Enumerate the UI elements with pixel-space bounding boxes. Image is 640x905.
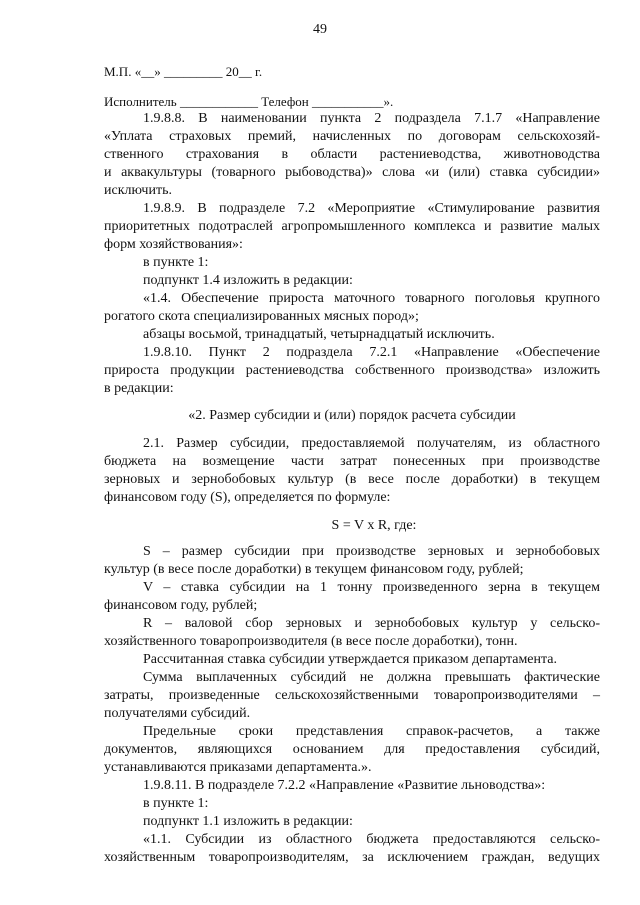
- paragraph-line: хозяйственного товаропроизводителя (в весе после доработки), тонн.: [104, 634, 518, 649]
- executor-phone-line: Исполнитель ____________ Телефон ___________».: [104, 94, 394, 109]
- paragraph-line: Предельные сроки представления справок-расчетов, а также: [143, 724, 600, 739]
- paragraph-line: рогатого скота специализированных мясных пород»;: [104, 309, 419, 324]
- paragraph-line: 2.1. Размер субсидии, предоставляемой получателям, из областного: [143, 436, 600, 451]
- paragraph-line: приоритетных подотраслей агропромышленного комплекса и развитие малых: [104, 219, 600, 234]
- paragraph-line: бюджета на возмещение части затрат понесенных при производстве: [104, 454, 600, 469]
- paragraph-line: 1.9.8.8. В наименовании пункта 2 подраздела 7.1.7 «Направление: [143, 111, 600, 126]
- paragraph-line: V – ставка субсидии на 1 тонну произведенного зерна в текущем: [143, 580, 600, 595]
- paragraph-line: хозяйственным товаропроизводителям, за исключением граждан, ведущих: [104, 850, 600, 865]
- paragraph-line: ственного страхования в области растениеводства, животноводства: [104, 147, 600, 162]
- paragraph-line: исключить.: [104, 183, 172, 198]
- paragraph-line: финансовом году (S), определяется по формуле:: [104, 490, 391, 505]
- paragraph-line: «Уплата страховых премий, начисленных по договорам сельскохозяй-: [104, 129, 600, 144]
- paragraph-line: в пункте 1:: [143, 796, 209, 811]
- paragraph-line: культур (в весе после доработки) в текущем финансовом году, рублей;: [104, 562, 524, 577]
- paragraph-line: подпункт 1.1 изложить в редакции:: [143, 814, 353, 829]
- paragraph-line: документов, являющихся основанием для предоставления субсидий,: [104, 742, 600, 757]
- paragraph-line: в пункте 1:: [143, 255, 209, 270]
- paragraph-line: абзацы восьмой, тринадцатый, четырнадцатый исключить.: [143, 327, 495, 342]
- paragraph-line: получателями субсидий.: [104, 706, 251, 721]
- paragraph-line: 1.9.8.10. Пункт 2 подраздела 7.2.1 «Направление «Обеспечение: [143, 345, 600, 360]
- paragraph-line: и аквакультуры (товарного рыбоводства)» слова «и (или) ставка субсидии»: [104, 165, 600, 180]
- paragraph-line: устанавливаются приказами департамента.».: [104, 760, 372, 775]
- paragraph-line: финансовом году, рублей;: [104, 598, 258, 613]
- paragraph-line: R – валовой сбор зерновых и зернобобовых культур у сельско-: [143, 616, 600, 631]
- paragraph-line: Сумма выплаченных субсидий не должна превышать фактические: [143, 670, 600, 685]
- paragraph-line: прироста продукции растениеводства собственного производства» изложить: [104, 363, 600, 378]
- section-heading: «2. Размер субсидии и (или) порядок расчета субсидии: [188, 408, 516, 423]
- paragraph-line: подпункт 1.4 изложить в редакции:: [143, 273, 353, 288]
- paragraph-line: затраты, произведенные сельскохозяйственными товаропроизводителями –: [104, 688, 600, 703]
- formula: S = V x R, где:: [331, 518, 417, 533]
- paragraph-line: в редакции:: [104, 381, 174, 396]
- page-number: 49: [313, 22, 327, 37]
- paragraph-line: Рассчитанная ставка субсидии утверждается приказом департамента.: [143, 652, 558, 667]
- paragraph-line: 1.9.8.9. В подразделе 7.2 «Мероприятие «Стимулирование развития: [143, 201, 600, 216]
- paragraph-line: зерновых и зернобобовых культур (в весе после доработки) в текущем: [104, 472, 600, 487]
- paragraph-line: «1.4. Обеспечение прироста маточного товарного поголовья крупного: [143, 291, 600, 306]
- paragraph-line: «1.1. Субсидии из областного бюджета предоставляются сельско-: [143, 832, 600, 847]
- stamp-date-line: М.П. «__» _________ 20__ г.: [104, 64, 263, 79]
- paragraph-line: 1.9.8.11. В подразделе 7.2.2 «Направление «Развитие льноводства»:: [143, 778, 546, 793]
- paragraph-line: S – размер субсидии при производстве зерновых и зернобобовых: [143, 544, 600, 559]
- paragraph-line: форм хозяйствования»:: [104, 237, 243, 252]
